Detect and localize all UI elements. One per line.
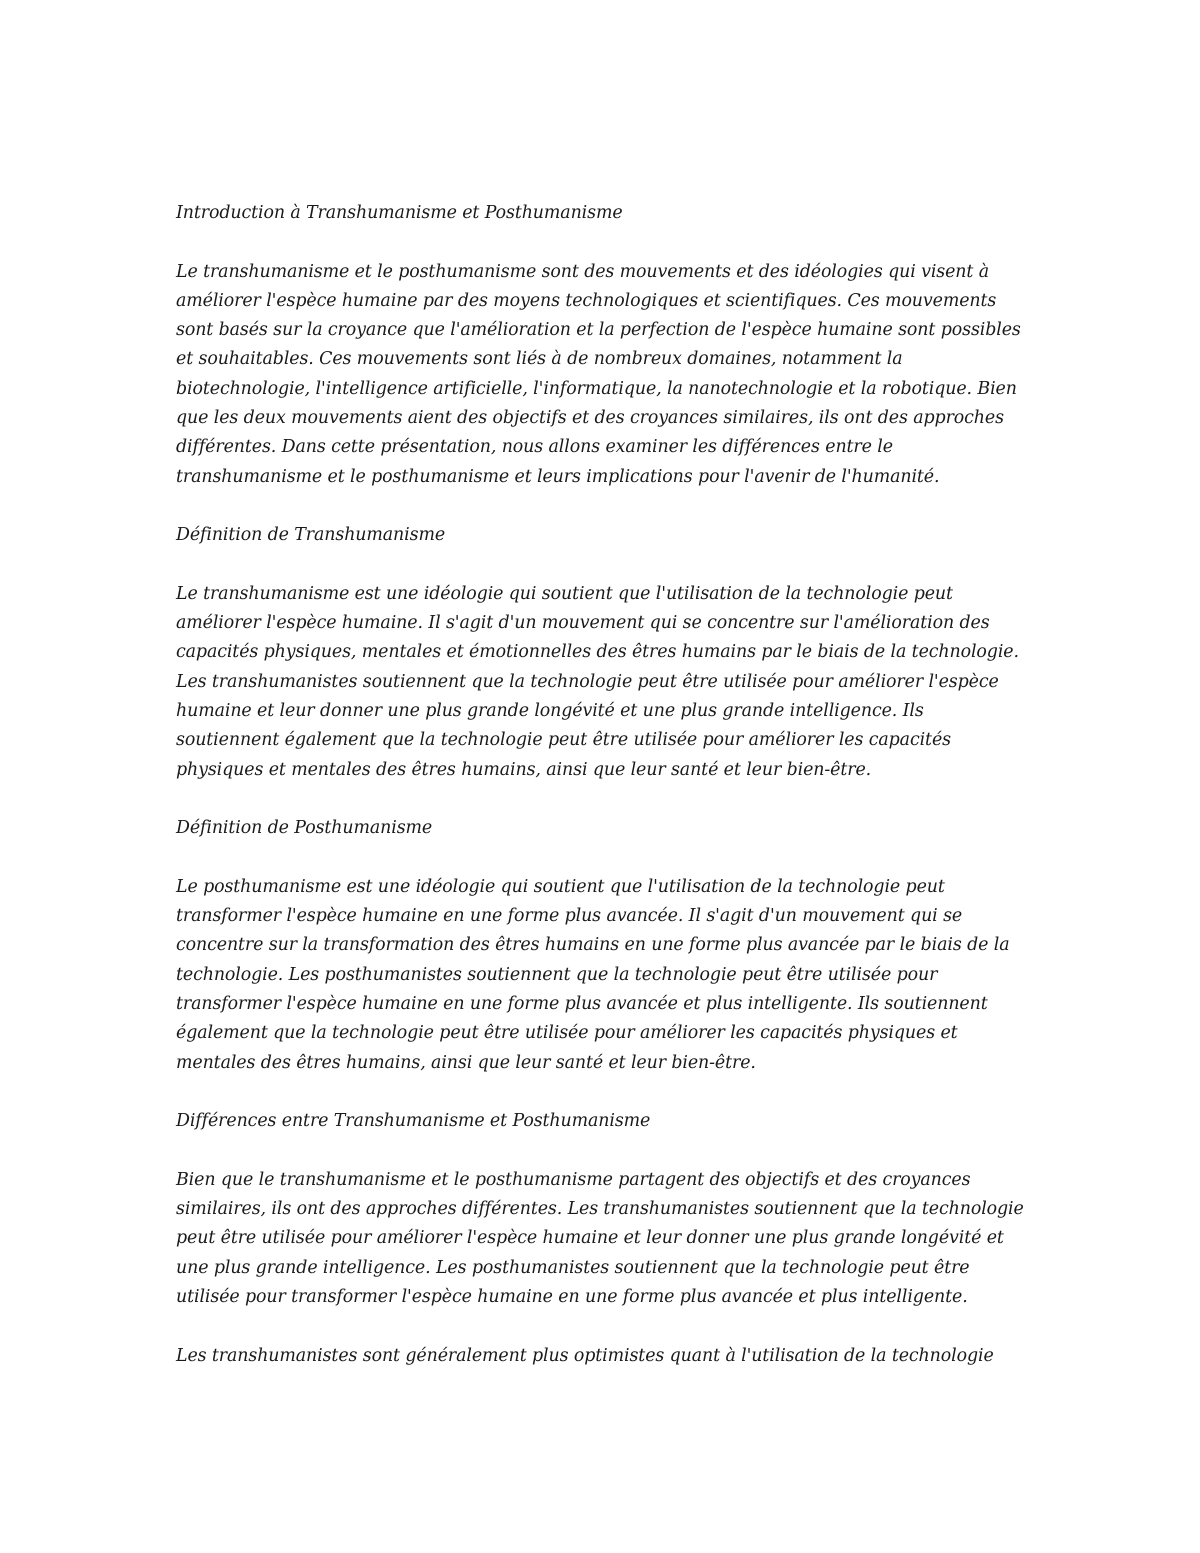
section-paragraph-transhumanisme: Le transhumanisme est une idéologie qui soutient que l'utilisation de la technologie peut améliorer l'espèce humaine. Il s'agit d'un mouvement qui se concentre sur l'amélioration des capacités physiques, mentales et émotionnelles des êtres humains par le biais de la technologie. Les transhumanistes soutiennent que la technologie peut être utilisée pour améliorer l'espèce humaine et leur donner une plus grande longévité et une plus grande intelligence. Ils soutiennent également que la technologie peut être utilisée pour améliorer les capacités physiques et mentales des êtres humains, ainsi que leur santé et leur bien-être. xyxy=(176,583,1019,780)
intro-paragraph: Le transhumanisme et le posthumanisme sont des mouvements et des idéologies qui visent à améliorer l'espèce humaine par des moyens technologiques et scientifiques. Ces mouvements sont basés sur la croyance que l'amélioration et la perfection de l'espèce humaine sont possibles et souhaitables. Ces mouvements sont liés à de nombreux domaines, notamment la biotechnologie, l'intelligence artificielle, l'informatique, la nanotechnologie et la robotique. Bien que les deux mouvements aient des objectifs et des croyances similaires, ils ont des approches différentes. Dans cette présentation, nous allons examiner les différences entre le transhumanisme et le posthumanisme et leurs implications pour l'avenir de l'humanité. xyxy=(176,261,1021,487)
document-body xyxy=(176,199,1026,1400)
section-paragraph-posthumanisme: Le posthumanisme est une idéologie qui soutient que l'utilisation de la technologie peut transformer l'espèce humaine en une forme plus avancée. Il s'agit d'un mouvement qui se concentre sur la transformation des êtres humains en une forme plus avancée par le biais de la technologie. Les posthumanistes soutiennent que la technologie peut être utilisée pour transformer l'espèce humaine en une forme plus avancée et plus intelligente. Ils soutiennent également que la technologie peut être utilisée pour améliorer les capacités physiques et mentales des êtres humains, ainsi que leur santé et leur bien-être. xyxy=(176,876,1010,1073)
section-paragraph-differences: Bien que le transhumanisme et le posthumanisme partagent des objectifs et des croyances similaires, ils ont des approches différentes. Les transhumanistes soutiennent que la technologie peut être utilisée pour améliorer l'espèce humaine et leur donner une plus grande longévité et une plus grande intelligence. Les posthumanistes soutiennent que la technologie peut être utilisée pour transformer l'espèce humaine en une forme plus avancée et plus intelligente. xyxy=(176,1169,1024,1307)
section-heading-posthumanisme: Définition de Posthumanisme xyxy=(176,818,433,839)
section-paragraph-optimism: Les transhumanistes sont généralement plus optimistes quant à l'utilisation de la technologie xyxy=(176,1345,994,1366)
document-title: Introduction à Transhumanisme et Posthumanisme xyxy=(176,203,623,223)
section-heading-differences: Différences entre Transhumanisme et Posthumanisme xyxy=(176,1111,651,1132)
section-heading-transhumanisme: Définition de Transhumanisme xyxy=(176,525,446,546)
